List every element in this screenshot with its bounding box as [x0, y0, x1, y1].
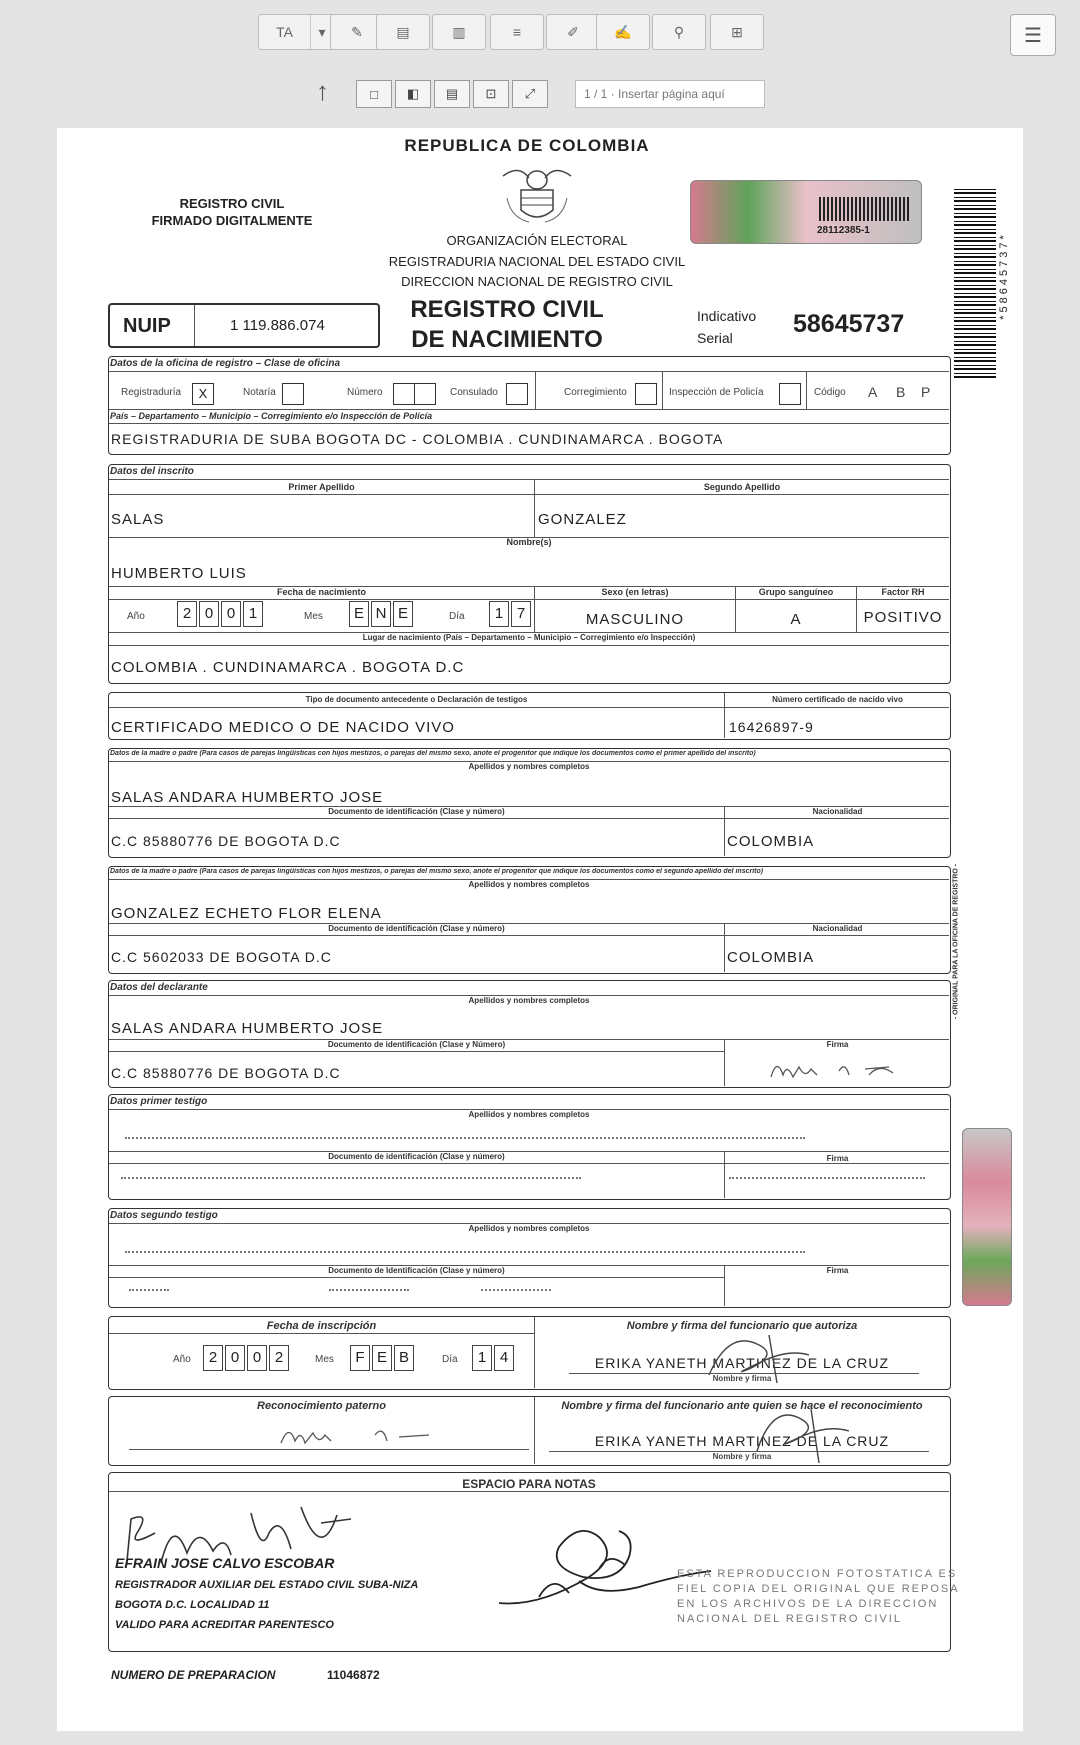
nombres: HUMBERTO LUIS [111, 565, 247, 582]
toolbar [0, 0, 1080, 106]
columns-icon[interactable]: ▥ [452, 23, 466, 40]
inscripcion-section [108, 1316, 951, 1390]
code-b: B [896, 384, 906, 400]
funcionario-signature-2 [749, 1401, 859, 1465]
signature-icon[interactable]: ✍ [614, 23, 632, 40]
padre-nac-label: Nacionalidad [812, 807, 863, 816]
nombre-firma-1: Nombre y firma [712, 1374, 772, 1383]
up-arrow-icon[interactable]: ↑ [316, 76, 329, 106]
notas-title: ESPACIO PARA NOTAS [462, 1477, 596, 1491]
office-registraduria: Registraduría [121, 387, 182, 398]
checkbox-registraduria[interactable]: X [192, 383, 214, 405]
serial-value: 58645737 [793, 310, 905, 338]
rh-label: Factor RH [881, 587, 925, 597]
madre-nac: COLOMBIA [727, 949, 815, 966]
grupo: A [790, 611, 802, 628]
declarante-signature [769, 1053, 919, 1083]
digital-label-1: REGISTRO CIVIL [179, 196, 285, 211]
madre-nombre: GONZALEZ ECHETO FLOR ELENA [111, 905, 382, 922]
funcionario-reconocimiento: ERIKA YANETH MARTINEZ DE LA CRUZ [594, 1433, 890, 1449]
tipo-doc: CERTIFICADO MEDICO O DE NACIDO VIVO [111, 719, 455, 736]
checkbox-numero-1[interactable] [393, 383, 415, 405]
insc-dia-label: Día [442, 1354, 458, 1365]
testigo1-nombre-dots [125, 1137, 805, 1139]
tipo-doc-label: Tipo de documento antecedente o Declaración de testigos [305, 695, 528, 704]
page-controls [356, 78, 765, 110]
fecha-inscripcion-label: Fecha de inscripción [266, 1320, 377, 1332]
org-line-1: ORGANIZACIÓN ELECTORAL [446, 233, 628, 248]
doc-title-2: DE NACIMIENTO [411, 326, 603, 353]
place-value: REGISTRADURIA DE SUBA BOGOTA DC - COLOMBIA . CUNDINAMARCA . BOGOTA [111, 431, 724, 447]
grid-tool[interactable] [710, 14, 764, 50]
checkbox-notaria[interactable] [282, 383, 304, 405]
declarante-doc: C.C 85880776 DE BOGOTA D.C [111, 1065, 341, 1081]
lugar: COLOMBIA . CUNDINAMARCA . BOGOTA D.C [111, 659, 465, 676]
office-consulado: Consulado [450, 387, 498, 398]
text-size-button[interactable]: TA [259, 15, 311, 49]
numero-cert-label: Número certificado de nacido vivo [772, 695, 903, 704]
padre-doc: C.C 85880776 DE BOGOTA D.C [111, 833, 341, 849]
sign-tool[interactable] [596, 14, 650, 50]
mes-label: Mes [304, 611, 323, 622]
notas-section [108, 1472, 960, 1652]
padre-nombre: SALAS ANDARA HUMBERTO JOSE [111, 789, 384, 806]
madre-section-label: Datos de la madre o padre (Para casos de parejas lingüísticas con hijos mestizos, o parejas del mismo sexo, anote el progenitor que indique los documentos como el segundo apellido del inscrito) [110, 868, 764, 875]
nuip-value: 1 119.886.074 [230, 317, 325, 334]
reconocimiento-paterno-label: Reconocimiento paterno [257, 1400, 386, 1412]
certification-text: ESTA REPRODUCCION FOTOSTATICA ES FIEL COPIA DEL ORIGINAL QUE REPOSA EN LOS ARCHIVOS DE LA DIRECCION NACIONAL DEL REGISTRO CIVIL [677, 1568, 960, 1625]
office-inspeccion: Inspección de Policía [669, 387, 764, 398]
fit-page-button[interactable]: ⊡ [473, 80, 509, 108]
declarante-doc-label: Documento de identificación (Clase y Número) [327, 1040, 506, 1049]
columns-tool[interactable] [432, 14, 486, 50]
checkbox-corregimiento[interactable] [635, 383, 657, 405]
funcionario-signature-1 [699, 1325, 829, 1387]
font-size-tool[interactable] [258, 14, 334, 50]
registrar-title: REGISTRADOR AUXILIAR DEL ESTADO CIVIL SUBA-NIZA [115, 1579, 419, 1591]
lugar-label: Lugar de nacimiento (País – Departamento – Municipio – Corregimiento e/o Inspección) [362, 633, 696, 642]
checkbox-inspeccion[interactable] [779, 383, 801, 405]
grupo-label: Grupo sanguíneo [758, 587, 834, 597]
code-p: P [921, 384, 931, 400]
sexo: MASCULINO [585, 611, 685, 628]
funcionario-autoriza-label: Nombre y firma del funcionario que autoriza [626, 1320, 858, 1332]
pen-icon[interactable]: ✎ [351, 23, 363, 40]
coat-of-arms-icon [499, 158, 575, 230]
testigo1-firma-dots [729, 1177, 925, 1179]
inscrito-section [108, 464, 951, 684]
testigo2-firma-label: Firma [826, 1266, 849, 1275]
nombres-label: Nombre(s) [506, 537, 552, 547]
side-stamp [962, 1128, 1012, 1306]
inscrito-section-label: Datos del inscrito [110, 466, 194, 477]
testigo2-doc-label: Documento de Identificación (Clase y número) [328, 1266, 505, 1275]
nuip-label: NUIP [123, 315, 171, 337]
madre-doc-label: Documento de identificación (Clase y número) [328, 924, 505, 933]
checkbox-numero-2[interactable] [414, 383, 436, 405]
layout-tool[interactable] [376, 14, 430, 50]
org-line-3: DIRECCION NACIONAL DE REGISTRO CIVIL [401, 274, 673, 289]
vertical-barcode [954, 188, 996, 378]
declarante-section [108, 980, 951, 1088]
numero-cert: 16426897-9 [729, 719, 814, 735]
office-section [108, 356, 951, 455]
place-label: País – Departamento – Municipio – Corregimiento e/o Inspección de Policía [110, 411, 433, 421]
indicativo-label: Indicativo [697, 308, 757, 324]
nombre-firma-2: Nombre y firma [712, 1452, 772, 1461]
testigo2-section [108, 1208, 951, 1308]
registrar-location: BOGOTA D.C. LOCALIDAD 11 [115, 1599, 270, 1611]
country-title: REPUBLICA DE COLOMBIA [404, 136, 650, 155]
office-corregimiento: Corregimiento [564, 387, 627, 398]
single-page-button[interactable]: □ [356, 80, 392, 108]
expand-icon[interactable]: ⤢ [512, 80, 548, 108]
testigo2-nombre-dots [125, 1251, 805, 1253]
org-line-2: REGISTRADURIA NACIONAL DEL ESTADO CIVIL [388, 254, 686, 269]
testigo1-nombre-label: Apellidos y nombres completos [468, 1110, 590, 1119]
rh: POSITIVO [863, 609, 943, 626]
primer-apellido-label: Primer Apellido [288, 482, 355, 492]
menu-icon[interactable]: ☰ [1010, 14, 1056, 56]
stamp-icon[interactable]: ⚲ [673, 23, 685, 40]
align-icon[interactable]: ≡ [512, 24, 522, 40]
paterno-signature [279, 1421, 439, 1451]
scroll-view-button[interactable]: ▤ [434, 80, 470, 108]
padre-nombre-label: Apellidos y nombres completos [468, 762, 590, 771]
insc-year: 2 0 0 2 [203, 1345, 291, 1371]
chevron-down-icon[interactable]: ▾ [318, 23, 326, 40]
funcionario-autoriza: ERIKA YANETH MARTINEZ DE LA CRUZ [594, 1355, 890, 1371]
stamp-tool[interactable] [652, 14, 706, 50]
insc-month: F E B [350, 1345, 416, 1371]
anio-label: Año [127, 611, 145, 622]
birth-year: 2 0 0 1 [177, 601, 265, 627]
office-numero: Número [347, 387, 383, 398]
align-tool[interactable] [490, 14, 544, 50]
birth-certificate-page [57, 128, 1023, 1731]
security-stamp [690, 180, 922, 244]
funcionario-reconocimiento-label: Nombre y firma del funcionario ante quien se hace el reconocimiento [561, 1400, 923, 1412]
checkbox-consulado[interactable] [506, 383, 528, 405]
stamp-barcode [819, 197, 909, 221]
highlight-icon[interactable]: ✐ [567, 23, 579, 40]
reconocimiento-section [108, 1396, 951, 1466]
declarante-firma-label: Firma [826, 1040, 849, 1049]
side-note: - ORIGINAL PARA LA OFICINA DE REGISTRO - [952, 863, 960, 1020]
registrar-name: EFRAIN JOSE CALVO ESCOBAR [115, 1555, 335, 1571]
sexo-label: Sexo (en letras) [601, 587, 669, 597]
testigo1-firma-label: Firma [826, 1154, 849, 1163]
two-page-button[interactable]: ◧ [395, 80, 431, 108]
testigo1-doc-dots [121, 1177, 581, 1179]
segundo-apellido-label: Segundo Apellido [703, 482, 781, 492]
valid-note: VALIDO PARA ACREDITAR PARENTESCO [115, 1619, 334, 1631]
antecedente-section [108, 692, 951, 740]
testigo2-nombre-label: Apellidos y nombres completos [468, 1224, 590, 1233]
primer-apellido: SALAS [111, 511, 165, 528]
testigo1-section [108, 1094, 951, 1200]
testigo1-doc-label: Documento de identificación (Clase y número) [328, 1152, 505, 1161]
stamp-code: 28112385-1 [817, 225, 870, 236]
madre-section [108, 866, 951, 974]
padre-doc-label: Documento de identificación (Clase y número) [328, 807, 505, 816]
fecha-nacimiento-label: Fecha de nacimiento [276, 587, 367, 597]
page-input[interactable]: 1 / 1 · Insertar página aquí [575, 80, 765, 108]
office-notaria: Notaría [243, 387, 276, 398]
office-section-label: Datos de la oficina de registro – Clase de oficina [110, 358, 341, 369]
dia-label: Día [449, 611, 465, 622]
birth-month: E N E [349, 601, 415, 627]
nuip-box [108, 303, 380, 348]
padre-section-label: Datos de la madre o padre (Para casos de parejas lingüísticas con hijos mestizos, o parejas del mismo sexo, anote el progenitor que indique los documentos como el primer apellido del inscrito) [110, 750, 756, 757]
declarante-section-label: Datos del declarante [110, 982, 208, 993]
grid-icon[interactable]: ⊞ [731, 23, 743, 40]
serial-label: Serial [697, 330, 733, 346]
layout-icon[interactable]: ▤ [396, 23, 410, 40]
office-codigo: Código [814, 387, 846, 398]
code-a: A [868, 384, 878, 400]
padre-section [108, 748, 951, 858]
prep-label: NUMERO DE PREPARACION [111, 1668, 276, 1682]
declarante-nombre-label: Apellidos y nombres completos [468, 996, 590, 1005]
testigo1-section-label: Datos primer testigo [110, 1096, 208, 1107]
segundo-apellido: GONZALEZ [538, 511, 627, 528]
padre-nac: COLOMBIA [727, 833, 815, 850]
birth-day: 1 7 [489, 601, 533, 627]
insc-day: 1 4 [472, 1345, 516, 1371]
highlight-tool[interactable] [546, 14, 600, 50]
prep-value: 11046872 [327, 1668, 380, 1682]
barcode-text: *58645737* [998, 232, 1010, 320]
madre-nac-label: Nacionalidad [812, 924, 863, 933]
madre-doc: C.C 5602033 DE BOGOTA D.C [111, 949, 332, 965]
madre-nombre-label: Apellidos y nombres completos [468, 880, 590, 889]
doc-title-1: REGISTRO CIVIL [410, 296, 604, 323]
insc-anio-label: Año [173, 1354, 191, 1365]
testigo2-section-label: Datos segundo testigo [110, 1210, 218, 1221]
declarante-nombre: SALAS ANDARA HUMBERTO JOSE [111, 1020, 384, 1037]
insc-mes-label: Mes [315, 1354, 334, 1365]
digital-label-2: FIRMADO DIGITALMENTE [151, 213, 313, 228]
